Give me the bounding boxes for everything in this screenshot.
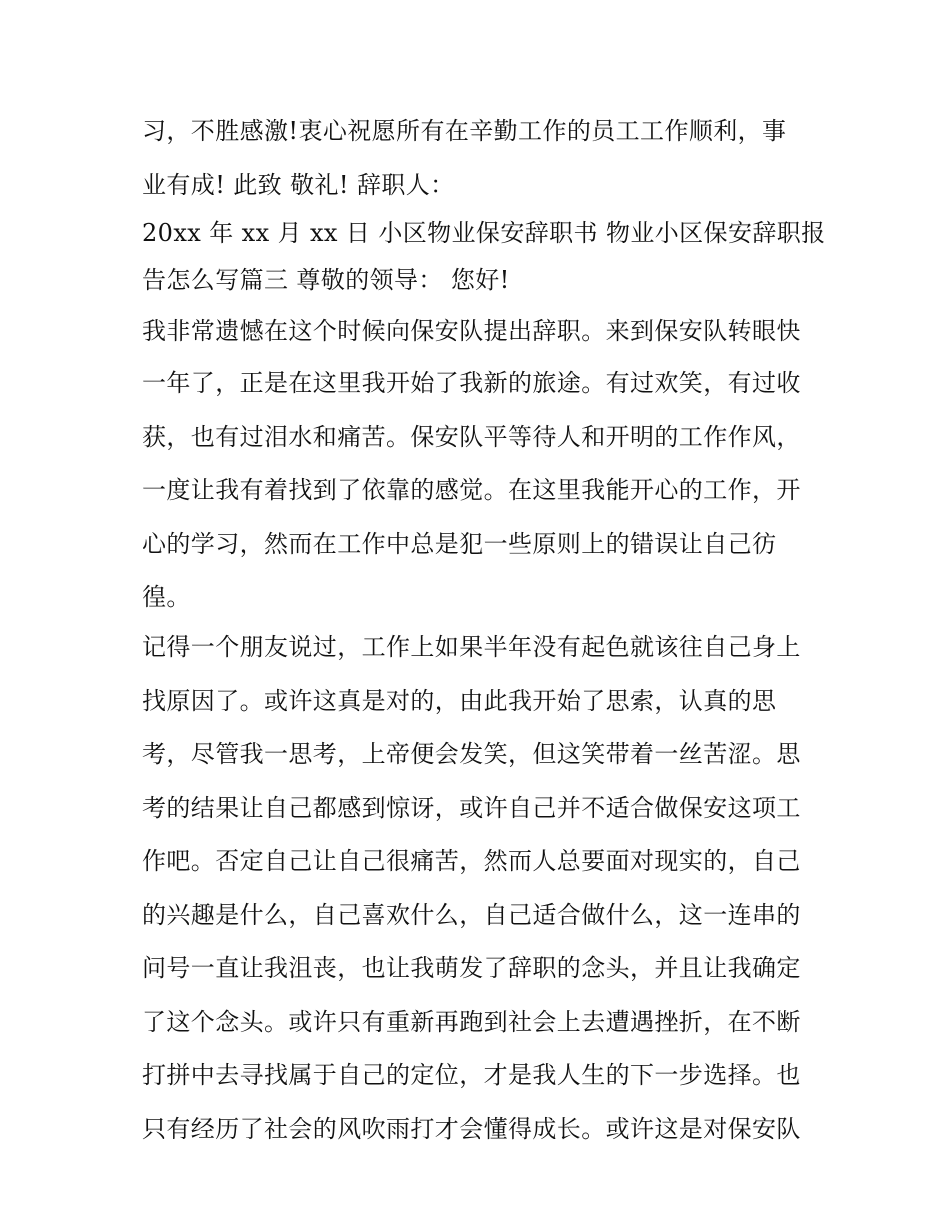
text-line: 心的学习，然而在工作中总是犯一些原则上的错误让自己彷 bbox=[142, 529, 777, 558]
text-line: 记得一个朋友说过，工作上如果半年没有起色就该往自己身上 bbox=[142, 633, 801, 661]
text-line: 习，不胜感激!衷心祝愿所有在辛勤工作的员工工作顺利，事 bbox=[142, 117, 787, 145]
text-line: 找原因了。或许这真是对的，由此我开始了思索，认真的思 bbox=[142, 686, 777, 715]
text-line: 的兴趣是什么，自己喜欢什么，自己适合做什么，这一连串的 bbox=[142, 900, 801, 929]
text-line: 打拼中去寻找属于自己的定位，才是我人生的下一步选择。也 bbox=[142, 1061, 801, 1089]
text-line: 一度让我有着找到了依靠的感觉。在这里我能开心的工作，开 bbox=[142, 476, 801, 504]
text-line: 业有成! 此致 敬礼! 辞职人： bbox=[142, 170, 455, 199]
text-line: 考，尽管我一思考，上帝便会发笑，但这笑带着一丝苦涩。思 bbox=[142, 740, 801, 768]
text-line: 20xx 年 xx 月 xx 日 小区物业保安辞职书 物业小区保安辞职报 bbox=[142, 218, 826, 247]
text-line: 我非常遗憾在这个时候向保安队提出辞职。来到保安队转眼快 bbox=[142, 317, 801, 345]
text-line: 问号一直让我沮丧，也让我萌发了辞职的念头，并且让我确定 bbox=[142, 954, 801, 982]
letter-body bbox=[142, 112, 832, 1148]
text-line: 只有经历了社会的风吹雨打才会懂得成长。或许这是对保安队 bbox=[142, 1114, 801, 1143]
text-line: 告怎么写篇三 尊敬的领导： 您好! bbox=[142, 265, 510, 294]
text-line: 获，也有过泪水和痛苦。保安队平等待人和开明的工作作风， bbox=[142, 422, 801, 451]
text-line: 一年了，正是在这里我开始了我新的旅途。有过欢笑，有过收 bbox=[142, 369, 801, 397]
text-line: 考的结果让自己都感到惊讶，或许自己并不适合做保安这项工 bbox=[142, 793, 801, 822]
text-line: 了这个念头。或许只有重新再跑到社会上去遭遇挫折，在不断 bbox=[142, 1007, 801, 1036]
text-line: 作吧。否定自己让自己很痛苦，然而人总要面对现实的，自己 bbox=[142, 847, 801, 875]
text-line: 徨。 bbox=[142, 583, 191, 611]
